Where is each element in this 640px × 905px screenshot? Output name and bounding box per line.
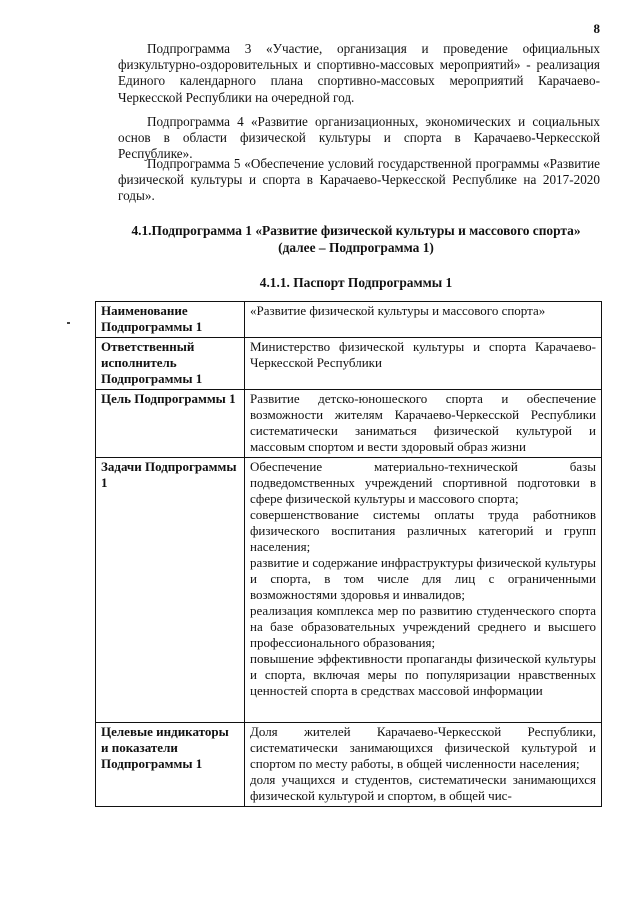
row-label-executor: Ответственный исполнитель Подпрограммы 1 bbox=[96, 338, 245, 390]
table-row bbox=[96, 390, 602, 458]
paragraph-subprogram-3: Подпрограмма 3 «Участие, организация и проведение официальных физкультурно-оздоровительных и спортивно-массовых мероприятий» - реализация Единого календарного плана спортивно-массовых мероприятий Карачаево-Черкесской Республики на очередной год. bbox=[118, 41, 600, 105]
table-row bbox=[96, 338, 602, 390]
table-row bbox=[96, 302, 602, 338]
table-row bbox=[96, 458, 602, 723]
page-number: 8 bbox=[593, 21, 600, 36]
row-value-tasks bbox=[245, 458, 602, 723]
row-label-goal: Цель Подпрограммы 1 bbox=[96, 390, 245, 458]
task-item: реализация комплекса мер по развитию студенческого спорта на базе образовательных учреждений среднего и высшего профессионального образования; bbox=[250, 603, 596, 650]
task-item: повышение эффективности пропаганды физической культуры и спорта, включая меры по популяризации нравственных ценностей спорта в средствах массовой информации bbox=[250, 651, 596, 698]
row-label-name: Наименование Подпрограммы 1 bbox=[96, 302, 245, 338]
section-title-line-1: 4.1.Подпрограмма 1 «Развитие физической культуры и массового спорта» bbox=[131, 223, 581, 238]
row-value-indicators bbox=[245, 723, 602, 807]
passport-table bbox=[95, 301, 602, 807]
table-row bbox=[96, 723, 602, 807]
section-title-line-2: (далее – Подпрограмма 1) bbox=[278, 239, 434, 255]
section-title bbox=[108, 223, 604, 256]
passport-title: 4.1.1. Паспорт Подпрограммы 1 bbox=[259, 275, 453, 290]
margin-mark bbox=[67, 322, 70, 324]
row-label-tasks: Задачи Подпрограммы 1 bbox=[96, 458, 245, 723]
row-value-executor: Министерство физической культуры и спорта Карачаево-Черкесской Республики bbox=[245, 338, 602, 390]
row-label-indicators: Целевые индикаторы и показатели Подпрограммы 1 bbox=[96, 723, 245, 807]
task-item: развитие и содержание инфраструктуры физической культуры и спорта, в том числе для лиц с ограниченными возможностями здоровья и инвалидов; bbox=[250, 555, 596, 602]
row-value-goal: Развитие детско-юношеского спорта и обеспечение возможности жителям Карачаево-Черкесской Республики систематически заниматься физической культурой и массовым спортом и вести здоровый образ жизни bbox=[245, 390, 602, 458]
paragraph-subprogram-5: Подпрограмма 5 «Обеспечение условий государственной программы «Развитие физической культуры и спорта в Карачаево-Черкесской Республике на 2017-2020 годы». bbox=[118, 156, 600, 204]
passport-table-container bbox=[95, 301, 602, 821]
indicator-item: доля учащихся и студентов, систематически занимающихся физической культурой и спортом, в общей чис- bbox=[250, 772, 596, 803]
task-item: совершенствование системы оплаты труда работников физического воспитания различных категорий и групп населения; bbox=[250, 507, 596, 554]
paragraph-subprogram-4: Подпрограмма 4 «Развитие организационных, экономических и социальных основ в области физической культуры и спорта в Карачаево-Черкесской Республике». bbox=[118, 114, 600, 162]
indicator-item: Доля жителей Карачаево-Черкесской Республики, систематически занимающихся физической культурой и спортом по месту работы, в общей численности населения; bbox=[250, 724, 596, 771]
task-item: Обеспечение материально-технической базы подведомственных учреждений спортивной подготовки в сфере физической культуры и массового спорта; bbox=[250, 459, 596, 506]
row-value-name: «Развитие физической культуры и массового спорта» bbox=[245, 302, 602, 338]
